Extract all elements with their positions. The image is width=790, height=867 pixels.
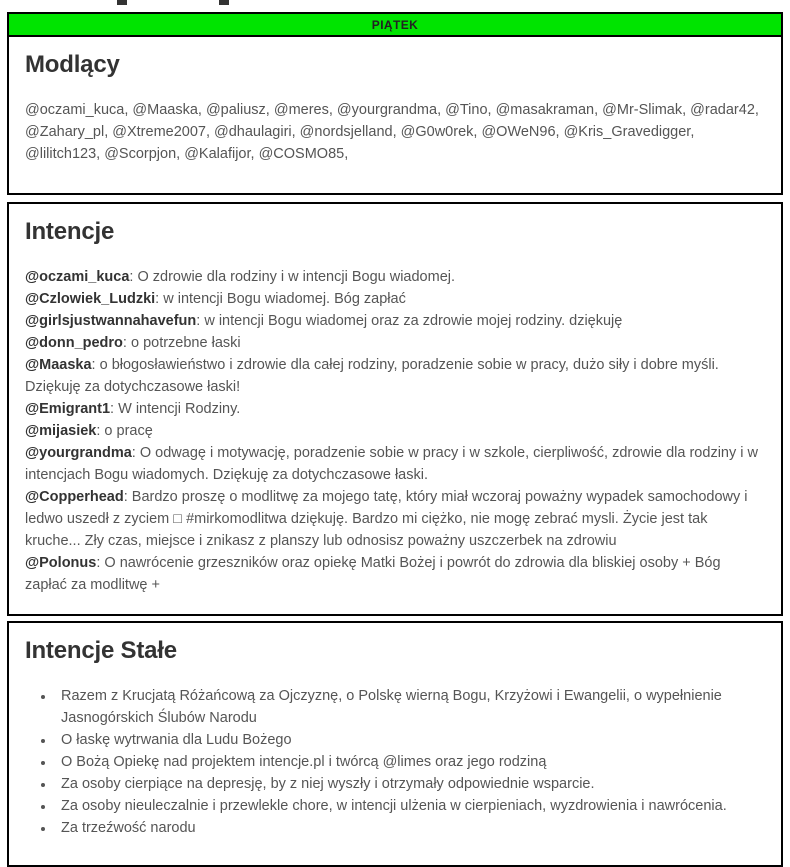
intention-text: : O nawrócenie grzeszników oraz opiekę Matki Bożej i powrót do zdrowia dla bliskiej osoby + Bóg zapłać za modlitwę + <box>25 555 721 593</box>
stale-intention-item: • O łaskę wytrwania dla Ludu Bożego <box>55 729 765 751</box>
intention-user: @oczami_kuca <box>25 269 130 285</box>
intention-user: @Polonus <box>25 555 97 571</box>
intention-text: : w intencji Bogu wiadomej oraz za zdrowie mojej rodziny. dziękuję <box>196 313 623 329</box>
intention-text: : o błogosławieństwo i zdrowie dla całej rodziny, poradzenie sobie w pracy, dużo siły i dobre myśli. Dziękuję za dotychczasowe łaski! <box>25 357 719 395</box>
intention-entry <box>25 442 765 486</box>
intention-user: @mijasiek <box>25 423 97 439</box>
intention-entry <box>25 310 765 332</box>
modlacy-users-list: @oczami_kuca, @Maaska, @paliusz, @meres, @yourgrandma, @Tino, @masakraman, @Mr-Slimak, @radar42, @Zahary_pl, @Xtreme2007, @dhaulagiri, @nordsjelland, @G0w0rek, @OWeN96, @Kris_Gravedigger, @lilitch123, @Scorpjon, @Kalafijor, @COSMO85, <box>25 102 759 162</box>
day-header-piatek: PIĄTEK <box>7 12 783 35</box>
cut-off-text-fragment <box>219 0 229 5</box>
stale-intention-item: • Razem z Krucjatą Różańcową za Ojczyznę, o Polskę wierną Bogu, Krzyżowi i Ewangelii, o wypełnienie Jasnogórskich Ślubów Narodu <box>55 685 765 729</box>
stale-intention-item: • Za trzeźwość narodu <box>55 817 765 839</box>
intencje-stale-title: Intencje Stałe <box>25 637 177 664</box>
intention-text: : O zdrowie dla rodziny i w intencji Bogu wiadomej. <box>129 269 456 285</box>
intention-entry <box>25 266 765 288</box>
intention-text: : W intencji Rodziny. <box>110 401 241 417</box>
intention-user: @Copperhead <box>25 489 124 505</box>
panel-intencje-stale <box>7 621 783 867</box>
cut-off-text-fragment <box>117 0 127 5</box>
stale-intention-item: • Za osoby cierpiące na depresję, by z niej wyszły i otrzymały odpowiednie wsparcie. <box>55 773 765 795</box>
intention-user: @girlsjustwannahavefun <box>25 313 197 329</box>
intention-user: @donn_pedro <box>25 335 123 351</box>
intencje-title: Intencje <box>25 218 115 245</box>
stale-intention-item: • O Bożą Opiekę nad projektem intencje.pl i twórcą @limes oraz jego rodziną <box>55 751 765 773</box>
intencje-entries <box>25 266 765 596</box>
intention-entry <box>25 552 765 596</box>
intention-user: @yourgrandma <box>25 445 132 461</box>
intention-user: @Emigrant1 <box>25 401 111 417</box>
intencje-stale-list <box>25 685 765 839</box>
intention-user: @Maaska <box>25 357 92 373</box>
intention-entry <box>25 332 765 354</box>
modlacy-title: Modlący <box>25 51 120 78</box>
intention-text: : w intencji Bogu wiadomej. Bóg zapłać <box>155 291 406 307</box>
intention-text: : O odwagę i motywację, poradzenie sobie w pracy i w szkole, cierpliwość, zdrowie dla rodziny i w intencjach Bogu wiadomych. Dziękuję za dotychczasowe łaski. <box>25 445 758 483</box>
intention-entry <box>25 288 765 310</box>
intention-text: : o pracę <box>96 423 153 439</box>
intention-entry <box>25 486 765 552</box>
stale-intention-item: • Za osoby nieuleczalnie i przewlekle chore, w intencji ulżenia w cierpieniach, wyzdrowienia i nawrócenia. <box>55 795 765 817</box>
panel-intencje <box>7 202 783 616</box>
intention-text: : Bardzo proszę o modlitwę za mojego tatę, który miał wczoraj poważny wypadek samochodowy i ledwo uszedł z zyciem □ #mirkomodlitwa dziękuję. Bardzo mi ciężko, nie mogę zebrać mysli. Życie jest tak kruche... Zły czas, miejsce i znikasz z planszy lub odnosisz poważny uszczerbek na zdrowiu <box>25 489 748 549</box>
intention-entry <box>25 354 765 398</box>
intention-user: @Czlowiek_Ludzki <box>25 291 156 307</box>
intention-entry <box>25 398 765 420</box>
panel-modlacy <box>7 35 783 195</box>
cut-off-title-remnants <box>7 0 783 12</box>
intention-entry <box>25 420 765 442</box>
intention-text: : o potrzebne łaski <box>122 335 241 351</box>
